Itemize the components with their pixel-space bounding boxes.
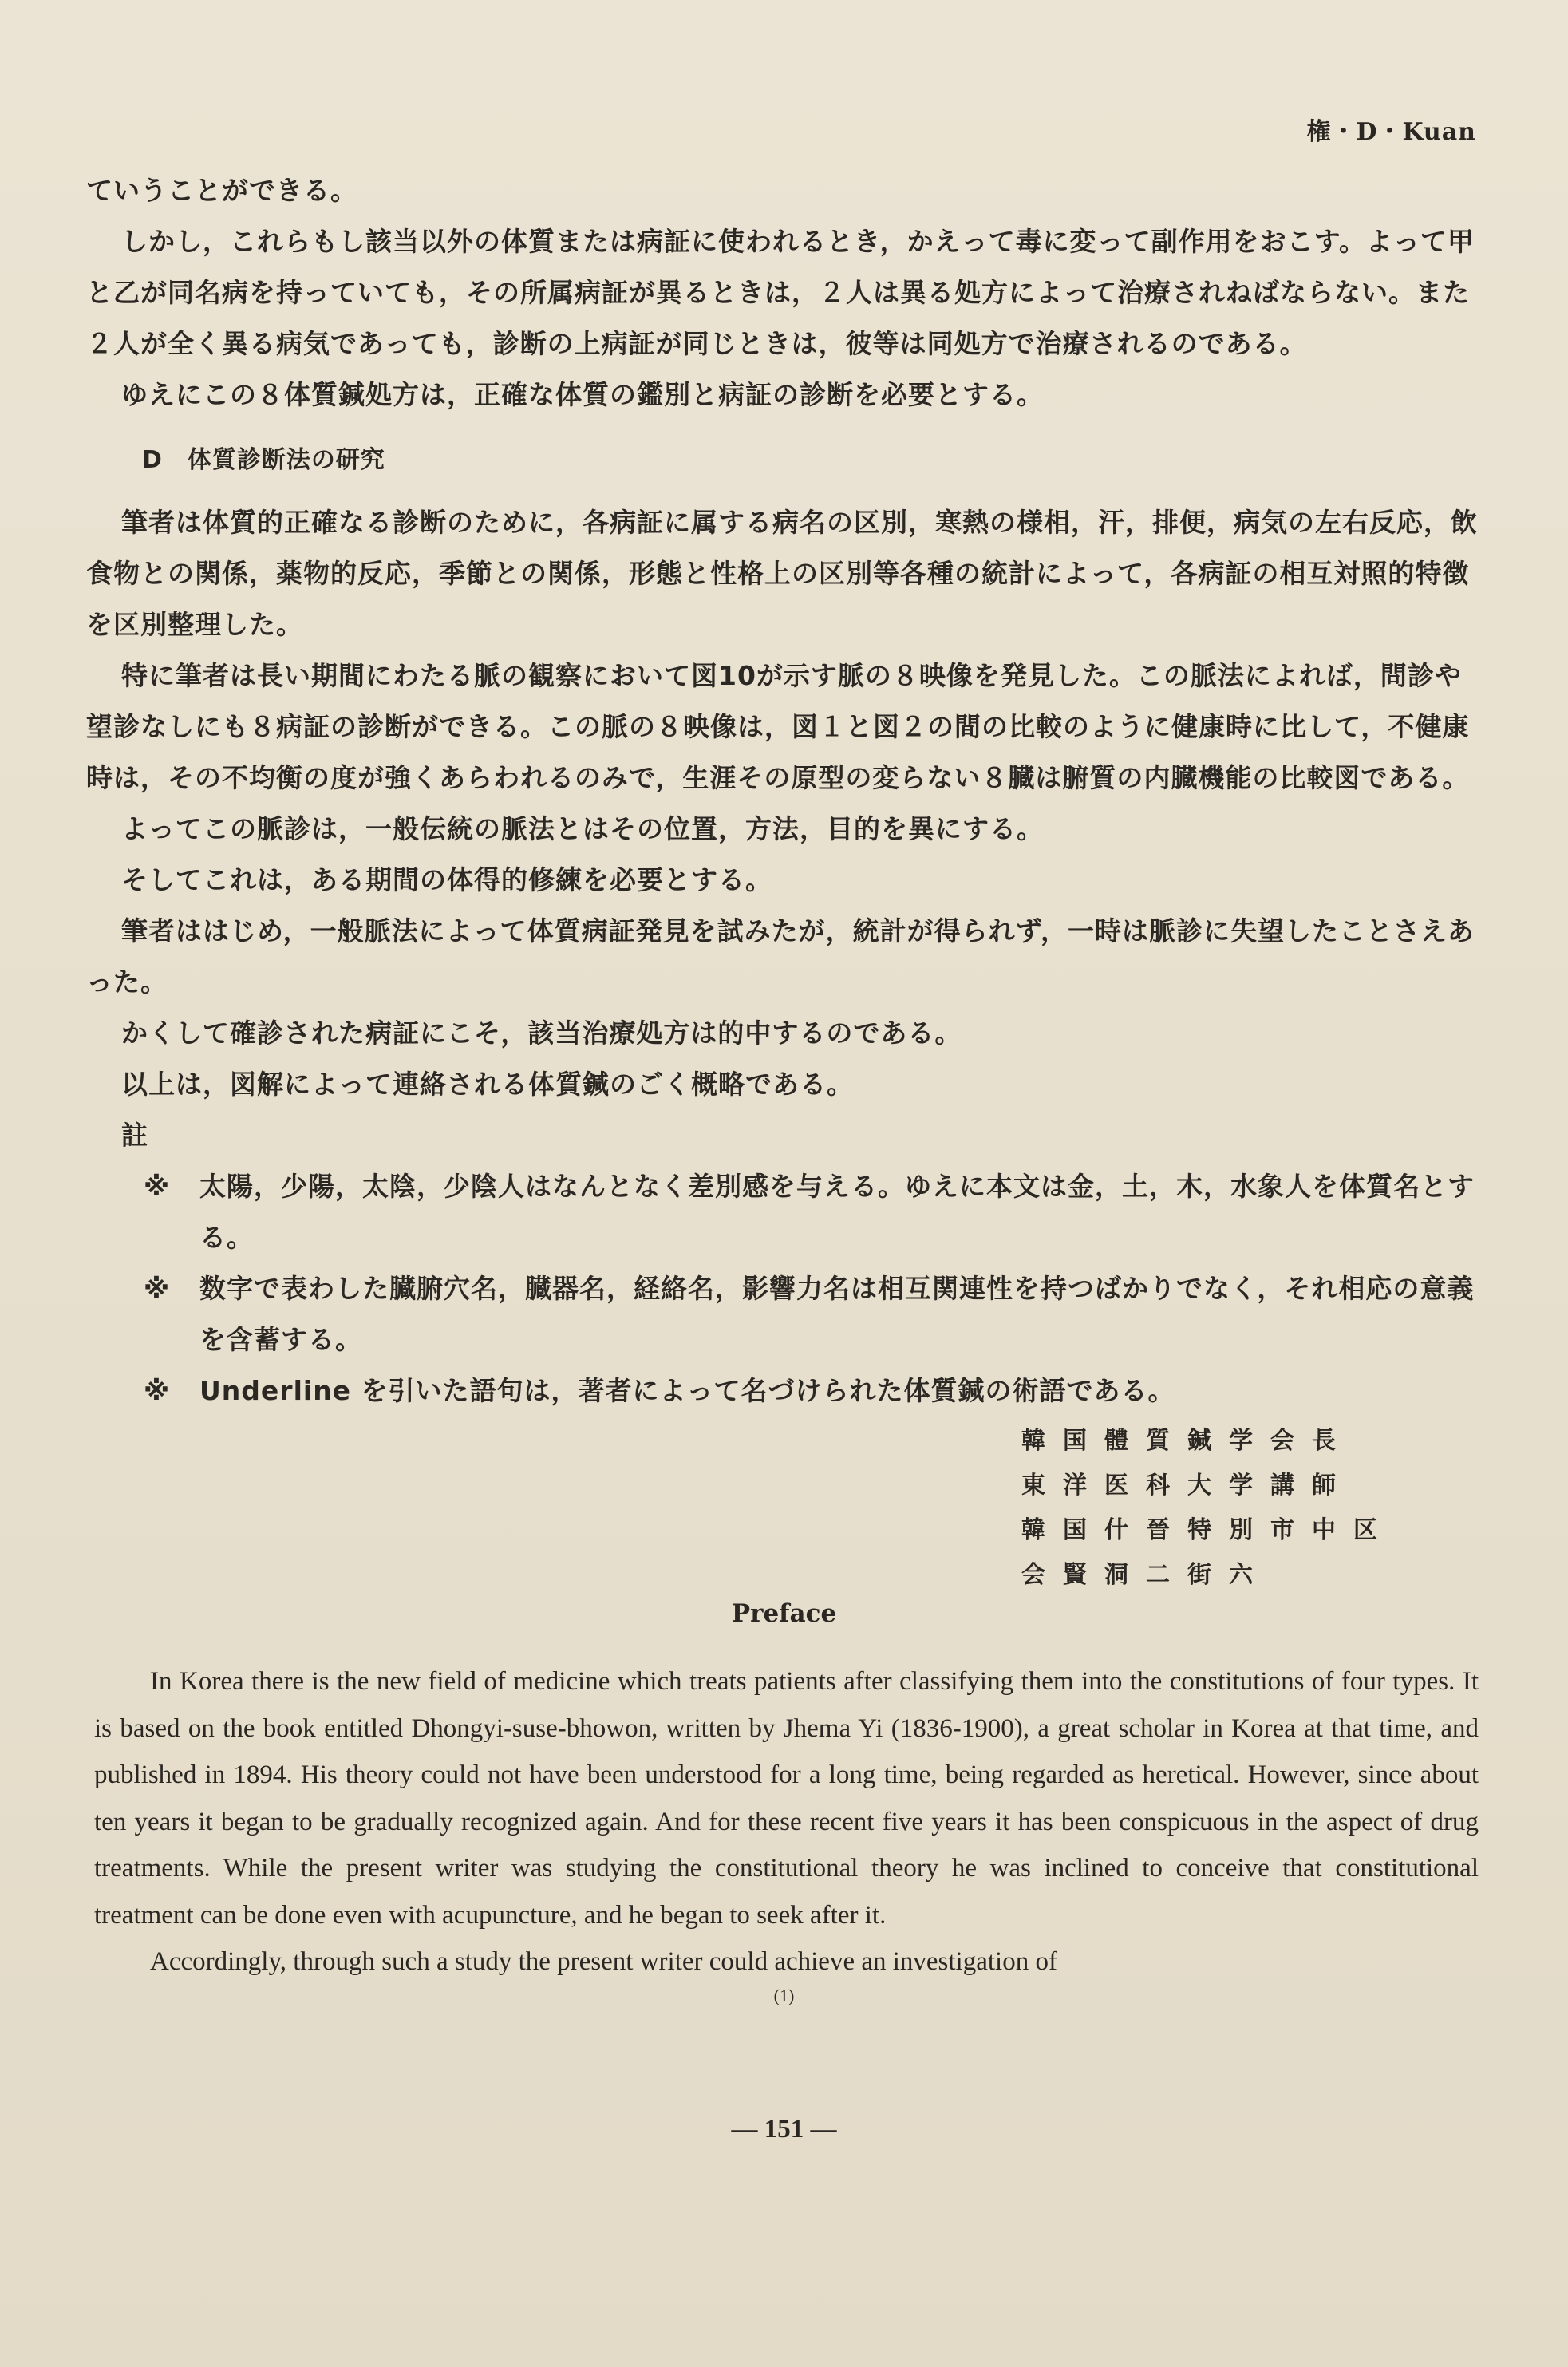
jp-paragraph-10: 以上は，図解によって連絡される体質鍼のごく概略である。 xyxy=(121,1069,854,1100)
jp-paragraph-6: よってこの脈診は，一般伝統の脈法とはその位置，方法，目的を異にする。 xyxy=(121,813,1044,844)
jp-paragraph-1: ていうことができる。 xyxy=(86,175,357,206)
jp-paragraph-5: 特に筆者は長い期間にわたる脈の観察において図10が示す脈の８映像を発見した。この脈法によれば，問診や望診なしにも８病証の診断ができる。この脈の８映像は，図１と図２の間の比較のように健康時に比して，不健康時は，その不均衡の度が強くあらわれるのみで，生涯その原型の変らない８臓は腑質の内臓機能の比較図である。 xyxy=(86,660,1470,793)
preface-title: Preface xyxy=(731,1599,837,1628)
running-head: 権・D・Kuan xyxy=(1306,118,1476,146)
section-heading-d: D 体質診断法の研究 xyxy=(142,446,385,474)
note-text: Underline を引いた語句は，著者によって名づけられた体質鍼の術語である。 xyxy=(199,1375,1175,1406)
address-line: 会賢洞二街六 xyxy=(1021,1561,1270,1589)
note-text: 太陽，少陽，太陰，少陰人はなんとなく差別感を与える。ゆえに本文は金，土，木，水象人を体質名とする。 xyxy=(199,1171,1475,1253)
note-item xyxy=(144,1365,1484,1417)
note-mark: ※ xyxy=(144,1375,171,1406)
notes-list xyxy=(86,1161,1484,1417)
footnote-marker: (1) xyxy=(773,1986,795,2005)
address-line: 韓国什晉特別市中区 xyxy=(1021,1516,1395,1544)
notes-label: 註 xyxy=(121,1120,148,1151)
note-mark: ※ xyxy=(144,1171,171,1202)
jp-paragraph-2: しかし，これらもし該当以外の体質または病証に使われるとき，かえって毒に変って副作用をおこす。よって甲と乙が同名病を持っていても，その所属病証が異るときは，２人は異る処方によって治療されねばならない。また２人が全く異る病気であっても，診断の上病証が同じときは，彼等は同処方で治療されるのである。 xyxy=(86,226,1475,359)
jp-paragraph-9: かくして確診された病証にこそ，該当治療処方は的中するのである。 xyxy=(121,1018,962,1049)
address-line: 韓国體質鍼学会長 xyxy=(1021,1427,1353,1455)
note-item xyxy=(144,1161,1484,1263)
author-address xyxy=(1021,1419,1516,1598)
note-mark: ※ xyxy=(144,1273,171,1304)
jp-paragraph-7: そしてこれは，ある期間の体得的修練を必要とする。 xyxy=(121,864,772,895)
note-item xyxy=(144,1263,1484,1365)
jp-paragraph-8: 筆者ははじめ，一般脈法によって体質病証発見を試みたが，統計が得られず，一時は脈診に失望したことさえあった。 xyxy=(86,915,1475,998)
jp-paragraph-4: 筆者は体質的正確なる診断のために，各病証に属する病名の区別，寒熱の様相，汗，排便，病気の左右反応，飲食物との関係，薬物的反応，季節との関係，形態と性格上の区別等各種の統計によって，各病証の相互対照的特徴を区別整理した。 xyxy=(86,507,1478,640)
page-number: — 151 — xyxy=(731,2115,837,2144)
note-text: 数字で表わした臓腑穴名，臓器名，経絡名，影響力名は相互関連性を持つばかりでなく，それ相応の意義を含蓄する。 xyxy=(199,1273,1475,1355)
address-line: 東洋医科大学講師 xyxy=(1021,1472,1353,1500)
preface-paragraph-1: In Korea there is the new field of medicine which treats patients after classifying them into the constitutions of four types. It is based on the book entitled Dhongyi-suse-bhowon, written by Jhema Yi (1836-1900), a great scholar in Korea at that time, and published in 1894. His theory could not have been understood for a long time, being regarded as heretical. However, since about ten years it began to be gradually recognized again. And for these recent five years it has been conspicuous in the aspect of drug treatments. While the present writer was studying the constitutional theory he was inclined to conceive that constitutional treatment can be done even with acupuncture, and he began to seek after it. xyxy=(94,1667,1479,1930)
preface-body xyxy=(94,1658,1479,1986)
preface-paragraph-2: Accordingly, through such a study the present writer could achieve an investigation of xyxy=(150,1947,1057,1976)
japanese-body xyxy=(86,165,1484,1417)
jp-paragraph-3: ゆえにこの８体質鍼処方は，正確な体質の鑑別と病証の診断を必要とする。 xyxy=(121,379,1044,410)
